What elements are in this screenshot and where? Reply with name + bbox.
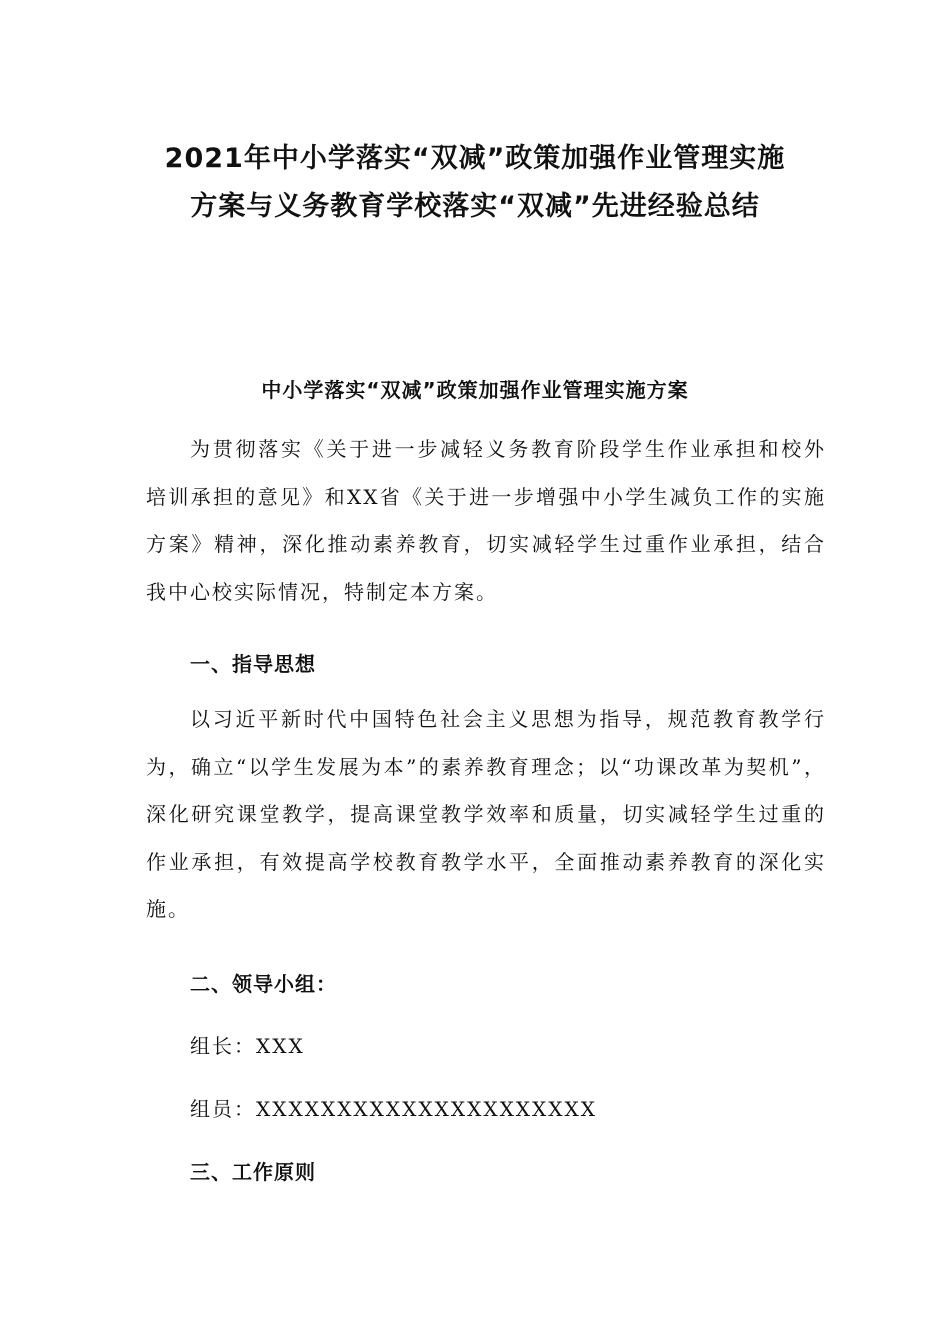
- document-title-line-2: 方案与义务教育学校落实“双减”先进经验总结: [190, 191, 760, 222]
- guiding-ideology-paragraph: 以习近平新时代中国特色社会主义思想为指导，规范教育教学行为，确立“以学生发展为本”的素养教育理念；以“功课改革为契机”，深化研究课堂教学，提高课堂教学效率和质量，切实减轻学生过重的作业承担，有效提高学校教育教学水平，全面推动素养教育的深化实施。: [146, 707, 826, 921]
- section-title: 中小学落实“双减”政策加强作业管理实施方案: [261, 378, 689, 402]
- heading-work-principles: 三、工作原则: [190, 1160, 316, 1184]
- document-title-line-1: 2021年中小学落实“双减”政策加强作业管理实施: [164, 143, 786, 174]
- heading-guiding-ideology: 一、指导思想: [190, 652, 316, 676]
- intro-paragraph: 为贯彻落实《关于进一步减轻义务教育阶段学生作业承担和校外培训承担的意见》和XX省《关于进一步增强中小学生减负工作的实施方案》精神，深化推动素养教育，切实减轻学生过重作业承担，结合我中心校实际情况，特制定本方案。: [146, 437, 826, 604]
- group-members-line: 组员：XXXXXXXXXXXXXXXXXXXXX: [190, 1097, 598, 1121]
- heading-leadership-group: 二、领导小组：: [190, 972, 337, 996]
- group-leader-line: 组长：XXX: [190, 1034, 305, 1058]
